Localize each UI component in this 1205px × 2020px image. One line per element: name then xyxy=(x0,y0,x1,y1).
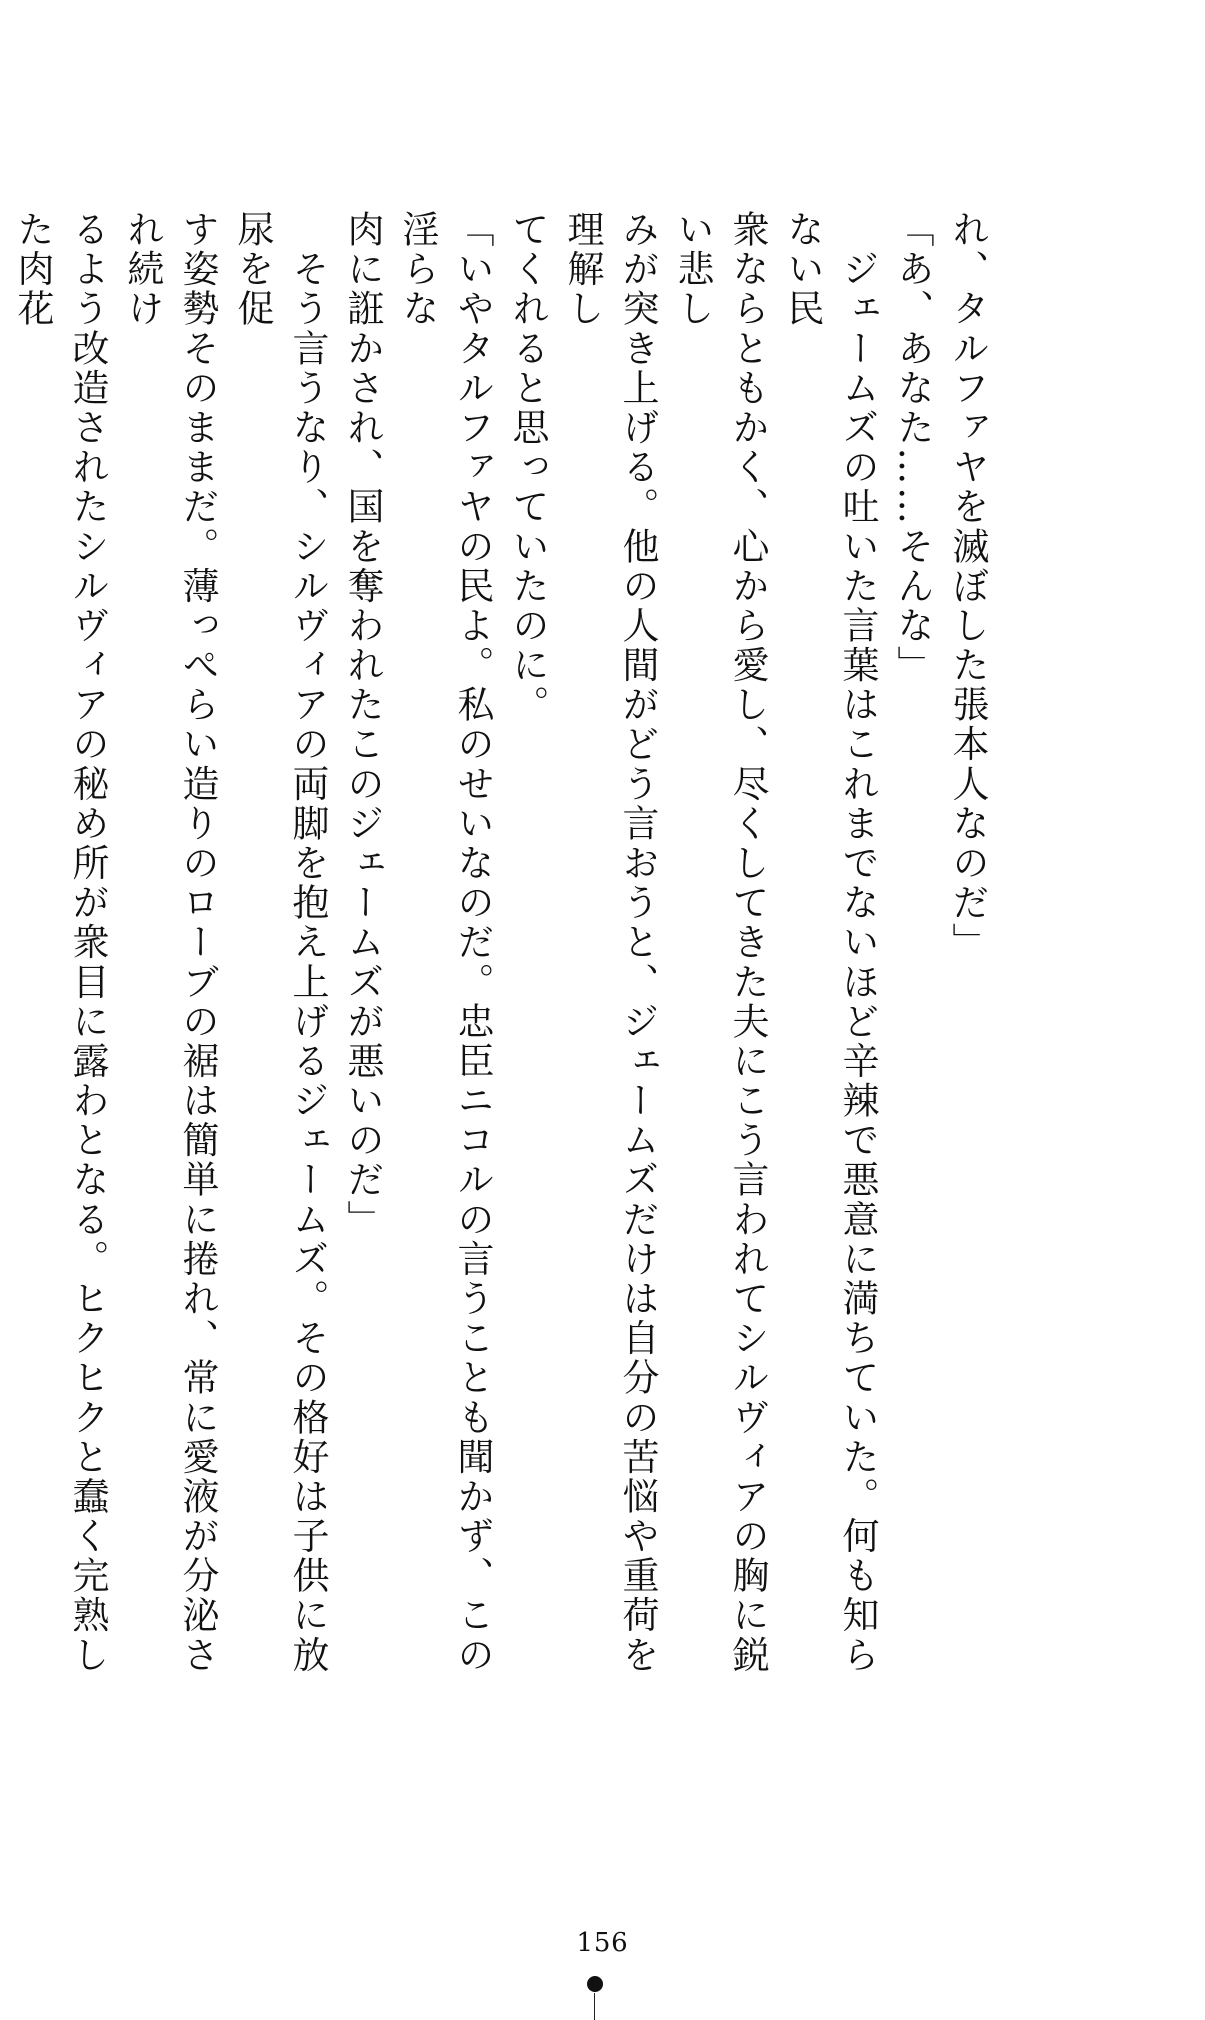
text-line: 衆ならともかく、心から愛し、尽くしてきた夫にこう言われてシルヴィアの胸に鋭い悲し xyxy=(671,210,769,1675)
text-line: ジェームズの吐いた言葉はこれまでないほど辛辣で悪意に満ちていた。何も知らない民 xyxy=(781,210,879,1675)
text-line xyxy=(0,210,5,1690)
page-dot-marker xyxy=(587,1976,603,1992)
text-line: 肉に誑かされ、国を奪われたこのジェームズが悪いのだ」 xyxy=(341,210,384,1240)
text-line: 「あ、あなた……そんな」 xyxy=(891,210,934,686)
vertical-text-block xyxy=(11,210,995,1690)
page-dot-line xyxy=(594,1993,595,2020)
page-number: 156 xyxy=(576,1928,629,1958)
text-line: みが突き上げる。他の人間がどう言おうと、ジェームズだけは自分の苦悩や重荷を理解し xyxy=(561,210,659,1675)
text-line: れ、タルファヤを滅ぼした張本人なのだ」 xyxy=(946,210,989,963)
text-line: てくれると思っていたのに。 xyxy=(506,210,549,725)
text-line: そう言うなり、シルヴィアの両脚を抱え上げるジェームズ。その格好は子供に放尿を促 xyxy=(231,210,329,1675)
text-line: す姿勢そのままだ。薄っぺらい造りのローブの裾は簡単に捲れ、常に愛液が分泌され続け xyxy=(121,210,219,1675)
text-line: 「いやタルファヤの民よ。私のせいなのだ。忠臣ニコルの言うことも聞かず、この淫らな xyxy=(396,210,494,1675)
text-line: るよう改造されたシルヴィアの秘め所が衆目に露わとなる。ヒクヒクと蠢く完熟した肉花 xyxy=(11,210,109,1675)
